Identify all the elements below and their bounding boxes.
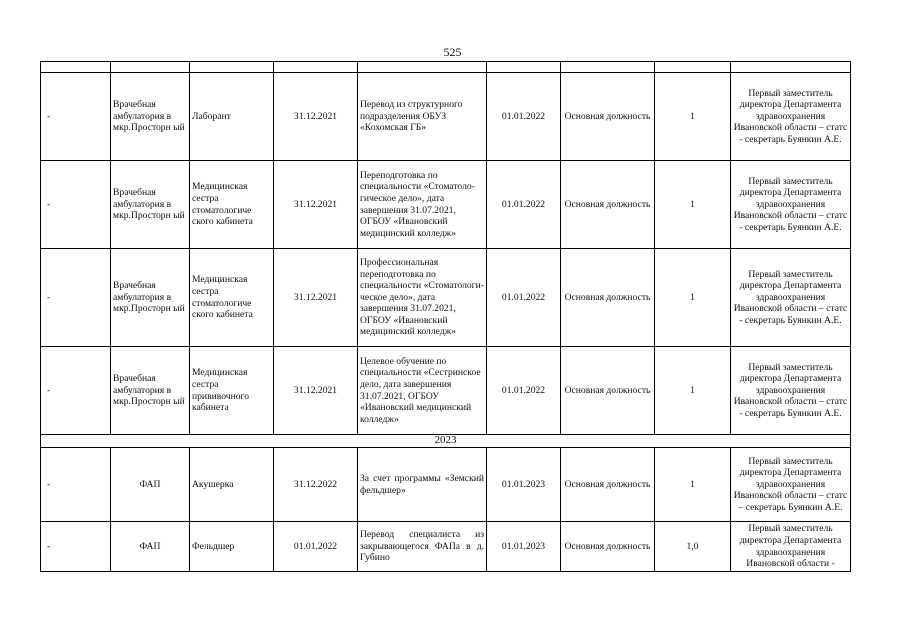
position-type-cell: Основная должность — [561, 161, 655, 249]
position-type-cell: Основная должность — [561, 448, 655, 522]
position-cell: Фельдшер — [190, 522, 274, 572]
unit-cell: Врачебная амбулатория в мкр.Просторн ый — [111, 73, 190, 161]
position-type-cell: Основная должность — [561, 347, 655, 435]
row-marker: - — [41, 347, 111, 435]
row-marker: - — [41, 448, 111, 522]
table-row — [41, 73, 851, 161]
unit-cell: ФАП — [111, 522, 190, 572]
source-cell: Перевод специалиста из закрывающегося ФАПа в д. Губино — [358, 522, 487, 572]
table-row — [41, 448, 851, 522]
position-type-cell: Основная должность — [561, 73, 655, 161]
page-number: 525 — [443, 45, 462, 59]
row-marker: - — [41, 73, 111, 161]
table-row — [41, 522, 851, 572]
source-cell: Профессиональная переподготовка по специальности «Стоматологи-ческое дело», дата завершения 31.07.2021, ОГБОУ «Ивановский медицинский колледж» — [358, 249, 487, 347]
source-cell: Целевое обучение по специальности «Сестринское дело, дата завершения 31.07.2021, ОГБОУ «Ивановский медицинский колледж» — [358, 347, 487, 435]
start-date-cell: 01.01.2022 — [487, 161, 561, 249]
responsible-cell: Первый заместитель директора Департамента здравоохранения Ивановской области – статс – секретарь Буянкин А.Е. — [731, 448, 851, 522]
rate-cell: 1 — [655, 347, 731, 435]
responsible-cell: Первый заместитель директора Департамента здравоохранения Ивановской области – статс - секретарь Буянкин А.Е. — [731, 73, 851, 161]
position-cell: Медицинская сестра стоматологиче ского кабинета — [190, 249, 274, 347]
row-marker: - — [41, 161, 111, 249]
position-cell: Лаборант — [190, 73, 274, 161]
position-cell: Акушерка — [190, 448, 274, 522]
table-row — [41, 347, 851, 435]
unit-cell: Врачебная амбулатория в мкр.Просторн ый — [111, 161, 190, 249]
unit-cell: ФАП — [111, 448, 190, 522]
unit-cell: Врачебная амбулатория в мкр.Просторн ый — [111, 249, 190, 347]
rate-cell: 1 — [655, 448, 731, 522]
rate-cell: 1,0 — [655, 522, 731, 572]
responsible-cell: Первый заместитель директора Департамента здравоохранения Ивановской области – статс - секретарь Буянкин А.Е. — [731, 347, 851, 435]
date-cell: 31.12.2021 — [274, 347, 358, 435]
rate-cell: 1 — [655, 73, 731, 161]
position-cell: Медицинская сестра стоматологиче ского кабинета — [190, 161, 274, 249]
start-date-cell: 01.01.2022 — [487, 249, 561, 347]
position-type-cell: Основная должность — [561, 249, 655, 347]
date-cell: 01.01.2022 — [274, 522, 358, 572]
source-cell: Переподготовка по специальности «Стоматоло-гическое дело», дата завершения 31.07.2021, ОГБОУ «Ивановский медицинский колледж» — [358, 161, 487, 249]
rate-cell: 1 — [655, 161, 731, 249]
date-cell: 31.12.2021 — [274, 161, 358, 249]
start-date-cell: 01.01.2023 — [487, 448, 561, 522]
responsible-cell: Первый заместитель директора Департамента здравоохранения Ивановской области – статс - секретарь Буянкин А.Е. — [731, 249, 851, 347]
table-header-strip — [41, 62, 851, 73]
date-cell: 31.12.2021 — [274, 249, 358, 347]
table-row — [41, 161, 851, 249]
position-cell: Медицинская сестра прививочного кабинета — [190, 347, 274, 435]
year-label: 2023 — [41, 435, 851, 448]
position-type-cell: Основная должность — [561, 522, 655, 572]
responsible-cell: Первый заместитель директора Департамента здравоохранения Ивановской области - — [731, 522, 851, 572]
start-date-cell: 01.01.2022 — [487, 73, 561, 161]
row-marker: - — [41, 522, 111, 572]
year-divider-row — [41, 435, 851, 448]
table-row — [41, 249, 851, 347]
date-cell: 31.12.2022 — [274, 448, 358, 522]
date-cell: 31.12.2021 — [274, 73, 358, 161]
source-cell: Перевод из структурного подразделения ОБУЗ «Кохомская ГБ» — [358, 73, 487, 161]
row-marker: - — [41, 249, 111, 347]
rate-cell: 1 — [655, 249, 731, 347]
source-cell: За счет программы «Земский фельдшер» — [358, 448, 487, 522]
staffing-table — [40, 61, 851, 572]
unit-cell: Врачебная амбулатория в мкр.Просторн ый — [111, 347, 190, 435]
start-date-cell: 01.01.2022 — [487, 347, 561, 435]
start-date-cell: 01.01.2023 — [487, 522, 561, 572]
responsible-cell: Первый заместитель директора Департамента здравоохранения Ивановской области – статс - секретарь Буянкин А.Е. — [731, 161, 851, 249]
